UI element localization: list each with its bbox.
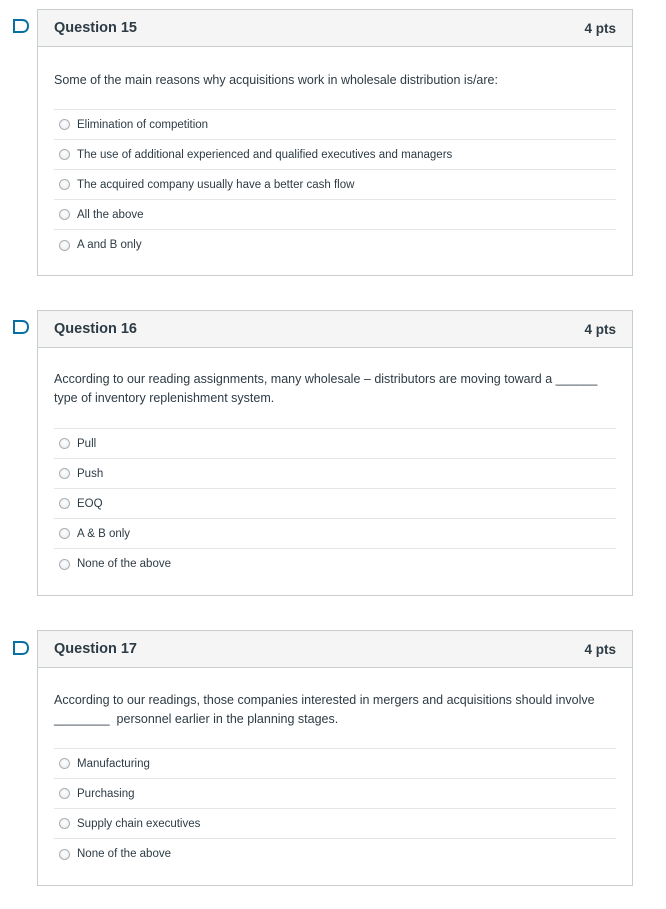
- answer-label: Purchasing: [77, 787, 135, 800]
- question-title: Question 16: [54, 321, 137, 337]
- radio-button[interactable]: [59, 498, 70, 509]
- question-header: [38, 631, 632, 668]
- question-points: 4 pts: [584, 20, 616, 36]
- question-title: Question 15: [54, 20, 137, 36]
- answer-label: A & B only: [77, 527, 131, 540]
- flag-question-icon[interactable]: [12, 19, 30, 33]
- radio-button[interactable]: [59, 179, 70, 190]
- answer-label: EOQ: [77, 497, 103, 510]
- question-title: Question 17: [54, 641, 137, 657]
- answer-option[interactable]: [54, 749, 616, 779]
- answer-option[interactable]: [54, 110, 616, 140]
- answer-list: [54, 428, 616, 579]
- answer-label: Manufacturing: [77, 757, 150, 770]
- answer-option[interactable]: [54, 519, 616, 549]
- answer-option[interactable]: [54, 200, 616, 230]
- question-16: [37, 310, 633, 596]
- answer-label: Push: [77, 467, 104, 480]
- answer-label: A and B only: [77, 239, 142, 251]
- question-text-line-2: ________ personnel earlier in the planning stages.: [54, 712, 339, 726]
- radio-button[interactable]: [59, 758, 70, 769]
- question-header: [38, 10, 632, 47]
- answer-option[interactable]: [54, 459, 616, 489]
- question-points: 4 pts: [584, 641, 616, 657]
- question-points: 4 pts: [584, 321, 616, 337]
- radio-button[interactable]: [59, 149, 70, 160]
- flag-question-icon[interactable]: [12, 320, 30, 334]
- radio-button[interactable]: [59, 818, 70, 829]
- question-text: Some of the main reasons why acquisitions work in wholesale distribution is/are:: [54, 73, 498, 87]
- answer-option[interactable]: [54, 779, 616, 809]
- answer-label: The use of additional experienced and qualified executives and managers: [77, 148, 453, 161]
- answer-label: The acquired company usually have a better cash flow: [77, 178, 355, 191]
- question-text: According to our reading assignments, many wholesale – distributors are moving toward a ______: [54, 372, 598, 386]
- answer-list: [54, 748, 616, 869]
- radio-button[interactable]: [59, 528, 70, 539]
- answer-option[interactable]: [54, 429, 616, 459]
- answer-label: None of the above: [77, 848, 171, 860]
- answer-option[interactable]: [54, 170, 616, 200]
- question-17: [37, 630, 633, 886]
- answer-label: Elimination of competition: [77, 118, 209, 131]
- question-15: [37, 9, 633, 276]
- answer-label: Supply chain executives: [77, 817, 201, 830]
- answer-option[interactable]: [54, 489, 616, 519]
- radio-button[interactable]: [59, 559, 70, 570]
- answer-option[interactable]: [54, 809, 616, 839]
- radio-button[interactable]: [59, 240, 70, 251]
- radio-button[interactable]: [59, 209, 70, 220]
- answer-option[interactable]: [54, 230, 616, 260]
- flag-question-icon[interactable]: [12, 641, 30, 655]
- answer-option[interactable]: [54, 140, 616, 170]
- radio-button[interactable]: [59, 788, 70, 799]
- radio-button[interactable]: [59, 438, 70, 449]
- radio-button[interactable]: [59, 468, 70, 479]
- answer-option[interactable]: [54, 839, 616, 869]
- answer-label: None of the above: [77, 558, 171, 570]
- question-text-line-2: type of inventory replenishment system.: [54, 391, 275, 405]
- answer-label: Pull: [77, 437, 97, 450]
- question-text: According to our readings, those companies interested in mergers and acquisitions should involve: [54, 693, 595, 707]
- radio-button[interactable]: [59, 849, 70, 860]
- answer-option[interactable]: [54, 549, 616, 579]
- radio-button[interactable]: [59, 119, 70, 130]
- answer-label: All the above: [77, 208, 144, 221]
- question-header: [38, 311, 632, 348]
- answer-list: [54, 109, 616, 260]
